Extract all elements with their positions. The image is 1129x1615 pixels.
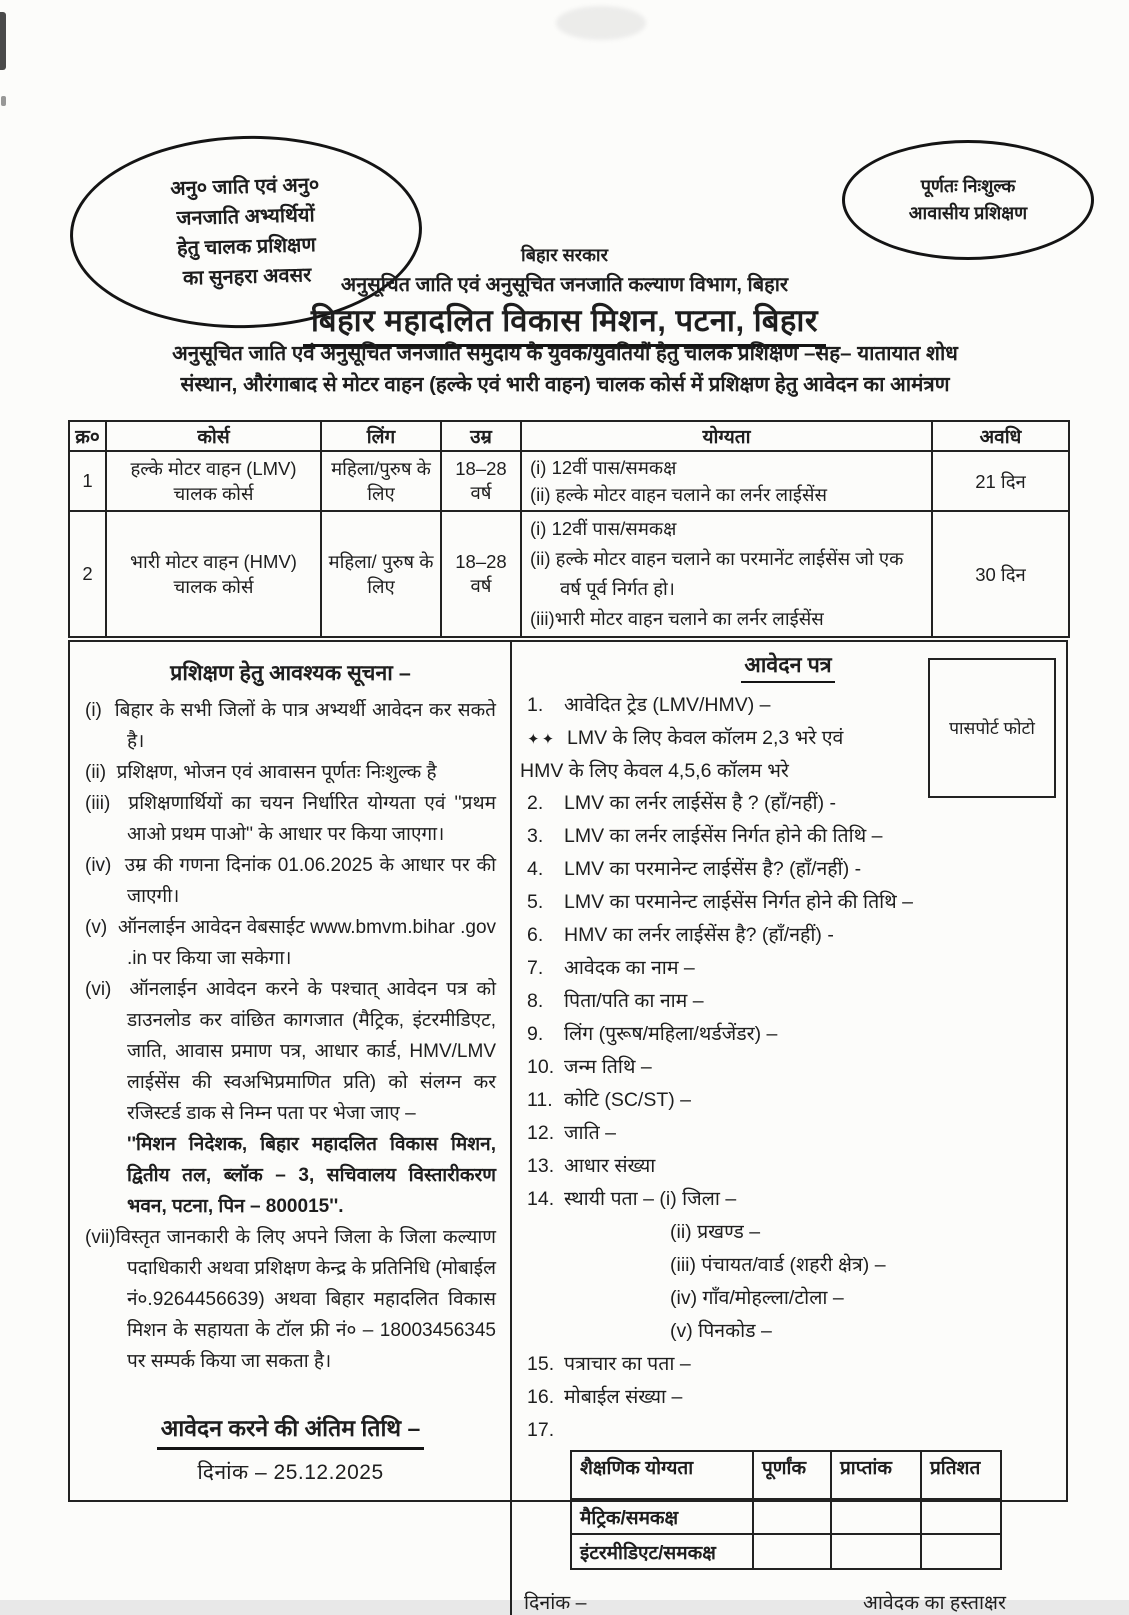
form-field: 9. लिंग (पुरूष/महिला/थर्डजेंडर) –: [527, 1023, 778, 1045]
info-item: (vi) ऑनलाईन आवेदन करने के पश्चात् आवेदन पत्र को डाउनलोड कर वांछित कागजात (मैट्रिक, इंटरमीडिएट, जाति, आवास प्रमाण पत्र, आधार कार्ड, HMV/LMV लाईसेंस की स्वअभिप्रमाणित प्रति) को संलग्न कर रजिस्टर्ड डाक से निम्न पता पर भेजा जाए –: [85, 979, 497, 1124]
edu-cell-full-marks: [753, 1534, 831, 1569]
col-header-serial: क्र०: [69, 421, 106, 451]
edu-col-percent: प्रतिशत: [921, 1451, 1001, 1499]
course-table: [68, 420, 1070, 638]
form-field: 11. कोटि (SC/ST) –: [527, 1089, 691, 1111]
cell-eligibility: (i) 12वीं पास/समकक्ष (ii) हल्के मोटर वाहन चलाने का परमानेंट लाईसेंस जो एक वर्ष पूर्व निर्गत हो। (iii)भारी मोटर वाहन चलाने का लर्नर लाईसेंस: [521, 511, 932, 637]
form-field: 3. LMV का लर्नर लाईसेंस निर्गत होने की तिथि –: [527, 825, 883, 847]
edu-col-obtained-marks: प्राप्तांक: [831, 1451, 921, 1499]
application-heading: आवेदन पत्र: [741, 650, 834, 683]
education-table-row: [571, 1499, 1001, 1534]
col-header-duration: अवधि: [932, 421, 1069, 451]
education-table: [570, 1450, 1002, 1570]
education-table-row: [571, 1534, 1001, 1569]
application-form-section: [512, 642, 1066, 1615]
edu-cell-obtained-marks: [831, 1499, 921, 1534]
form-note-line1: ✦✦ LMV के लिए केवल कॉलम 2,3 भरे एवं: [527, 727, 844, 749]
postal-address: ''मिशन निदेशक, बिहार महादलित विकास मिशन, द्वितीय तल, ब्लॉक – 3, सचिवालय विस्तारीकरण भवन, पटना, पिन – 800015''.: [127, 1134, 496, 1217]
info-item: (vii)विस्तृत जानकारी के लिए अपने जिला के जिला कल्याण पदाधिकारी अथवा प्रशिक्षण केन्द्र के प्रतिनिधि (मोबाईल नं०.9264456639) अथवा बिहार महादलित विकास मिशन के सहायता के टॉल फ्री नं० – 18003456345 पर सम्पर्क किया जा सकता है।: [85, 1227, 496, 1372]
cell-duration: 21 दिन: [932, 451, 1069, 511]
col-header-age: उम्र: [441, 421, 521, 451]
form-field: 12. जाति –: [527, 1122, 616, 1144]
scan-smudge-artifact: [556, 6, 646, 40]
col-header-course: कोर्स: [106, 421, 321, 451]
edu-cell-percent: [921, 1534, 1001, 1569]
application-deadline: [85, 1411, 496, 1486]
cell-gender: महिला/ पुरुष के लिए: [321, 511, 441, 637]
badge-line: पूर्णतः निःशुल्क: [920, 176, 1016, 196]
star-bullets-icon: ✦✦: [527, 731, 557, 748]
form-subfield: (iv) गाँव/मोहल्ला/टोला –: [670, 1287, 844, 1309]
form-field: 14. स्थायी पता – (i) जिला –: [527, 1188, 737, 1210]
form-subfield: (iii) पंचायत/वार्ड (शहरी क्षेत्र) –: [670, 1254, 886, 1276]
form-subfield: (ii) प्रखण्ड –: [670, 1221, 761, 1243]
form-field: 1. आवेदित ट्रेड (LMV/HMV) –: [527, 694, 771, 716]
form-field: 6. HMV का लर्नर लाईसेंस है? (हाँ/नहीं) -: [527, 924, 834, 946]
permanent-address-subfields: [670, 1218, 1056, 1346]
form-field: 17.: [527, 1419, 555, 1441]
form-field: 16. मोबाईल संख्या –: [527, 1386, 683, 1408]
deadline-date: दिनांक – 25.12.2025: [197, 1461, 384, 1484]
scan-edge-dot-artifact: [1, 96, 6, 106]
badge-line: अनु० जाति एवं अनु०: [170, 174, 320, 200]
badge-line: का सुनहरा अवसर: [182, 264, 312, 290]
letterhead: [0, 243, 1129, 347]
form-note-line2: HMV के लिए केवल 4,5,6 कॉलम भरे: [520, 760, 789, 782]
form-field: 2. LMV का लर्नर लाईसेंस है ? (हाँ/नहीं) -: [527, 792, 837, 814]
government-name: बिहार सरकार: [521, 245, 608, 265]
form-field: 13. आधार संख्या: [527, 1155, 656, 1177]
form-field: 5. LMV का परमानेन्ट लाईसेंस निर्गत होने की तिथि –: [527, 891, 913, 913]
edu-cell-percent: [921, 1499, 1001, 1534]
cell-gender: महिला/पुरुष के लिए: [321, 451, 441, 511]
date-signature-row: [520, 1588, 1056, 1615]
education-table-header-row: [571, 1451, 1001, 1499]
info-item: (i) बिहार के सभी जिलों के पात्र अभ्यर्थी आवेदन कर सकते है।: [85, 700, 497, 752]
info-item: (ii) प्रशिक्षण, भोजन एवं आवासन पूर्णतः निःशुल्क है: [85, 762, 437, 783]
cell-serial: 1: [69, 451, 106, 511]
cell-duration: 30 दिन: [932, 511, 1069, 637]
edu-cell-obtained-marks: [831, 1534, 921, 1569]
form-field: 7. आवेदक का नाम –: [527, 957, 695, 979]
details-box: [68, 640, 1068, 1614]
cell-serial: 2: [69, 511, 106, 637]
cell-course: हल्के मोटर वाहन (LMV) चालक कोर्स: [106, 451, 321, 511]
form-field: 10. जन्म तिथि –: [527, 1056, 652, 1078]
form-field: 15. पत्राचार का पता –: [527, 1353, 691, 1375]
form-field: 4. LMV का परमानेन्ट लाईसेंस है? (हाँ/नहीं) -: [527, 858, 862, 880]
applicant-signature-label: आवेदक का हस्ताक्षर: [862, 1592, 1006, 1614]
edu-cell-full-marks: [753, 1499, 831, 1534]
cell-age: 18–28 वर्ष: [441, 451, 521, 511]
table-row: [69, 451, 1069, 511]
badge-free-residential-training: [842, 140, 1094, 260]
info-item: (v) ऑनलाईन आवेदन वेबसाईट www.bmvm.bihar .gov .in पर किया जा सकेगा।: [85, 917, 497, 969]
training-info-section: [70, 642, 512, 1615]
info-heading: प्रशिक्षण हेतु आवश्यक सूचना –: [170, 661, 411, 685]
badge-line: आवासीय प्रशिक्षण: [908, 203, 1028, 223]
course-table-header-row: [69, 421, 1069, 451]
table-row: [69, 511, 1069, 637]
passport-photo-box: [928, 658, 1056, 798]
passport-photo-label: पासपोर्ट फोटो: [949, 718, 1035, 738]
badge-line: जनजाति अभ्यर्थियों: [176, 204, 315, 230]
cell-course: भारी मोटर वाहन (HMV) चालक कोर्स: [106, 511, 321, 637]
invitation-line: अनुसूचित जाति एवं अनुसूचित जनजाति समुदाय के युवक/युवतियों हेतु चालक प्रशिक्षण –सह– यातायात शोध: [172, 342, 958, 365]
badge-line: हेतु चालक प्रशिक्षण: [176, 234, 317, 260]
form-field: 8. पिता/पति का नाम –: [527, 990, 704, 1012]
deadline-heading: आवेदन करने की अंतिम तिथि –: [157, 1411, 425, 1450]
info-item: (iii) प्रशिक्षणार्थियों का चयन निर्धारित योग्यता एवं ''प्रथम आओ प्रथम पाओ'' के आधार पर किया जाएगा।: [85, 793, 496, 845]
col-header-eligibility: योग्यता: [521, 421, 932, 451]
scan-edge-artifact: [0, 12, 6, 70]
department-name: अनुसूचित जाति एवं अनुसूचित जनजाति कल्याण विभाग, बिहार: [340, 274, 789, 296]
info-item: (iv) उम्र की गणना दिनांक 01.06.2025 के आधार पर की जाएगी।: [85, 855, 496, 907]
edu-col-qualification: शैक्षणिक योग्यता: [571, 1451, 753, 1499]
invitation-line: संस्थान, औरंगाबाद से मोटर वाहन (हल्के एवं भारी वाहन) चालक कोर्स में प्रशिक्षण हेतु आवेदन का आमंत्रण: [180, 373, 950, 396]
edu-row-label: इंटरमीडिएट/समकक्ष: [571, 1534, 753, 1569]
page-title: बिहार महादलित विकास मिशन, पटना, बिहार: [303, 299, 826, 347]
cell-eligibility: (i) 12वीं पास/समकक्ष (ii) हल्के मोटर वाहन चलाने का लर्नर लाईसेंस: [521, 451, 932, 511]
invitation-paragraph: [92, 338, 1038, 400]
form-subfield: (v) पिनकोड –: [670, 1320, 772, 1342]
cell-age: 18–28 वर्ष: [441, 511, 521, 637]
edu-col-full-marks: पूर्णांक: [753, 1451, 831, 1499]
edu-row-label: मैट्रिक/समकक्ष: [571, 1499, 753, 1534]
col-header-gender: लिंग: [321, 421, 441, 451]
date-label: दिनांक –: [524, 1592, 587, 1614]
